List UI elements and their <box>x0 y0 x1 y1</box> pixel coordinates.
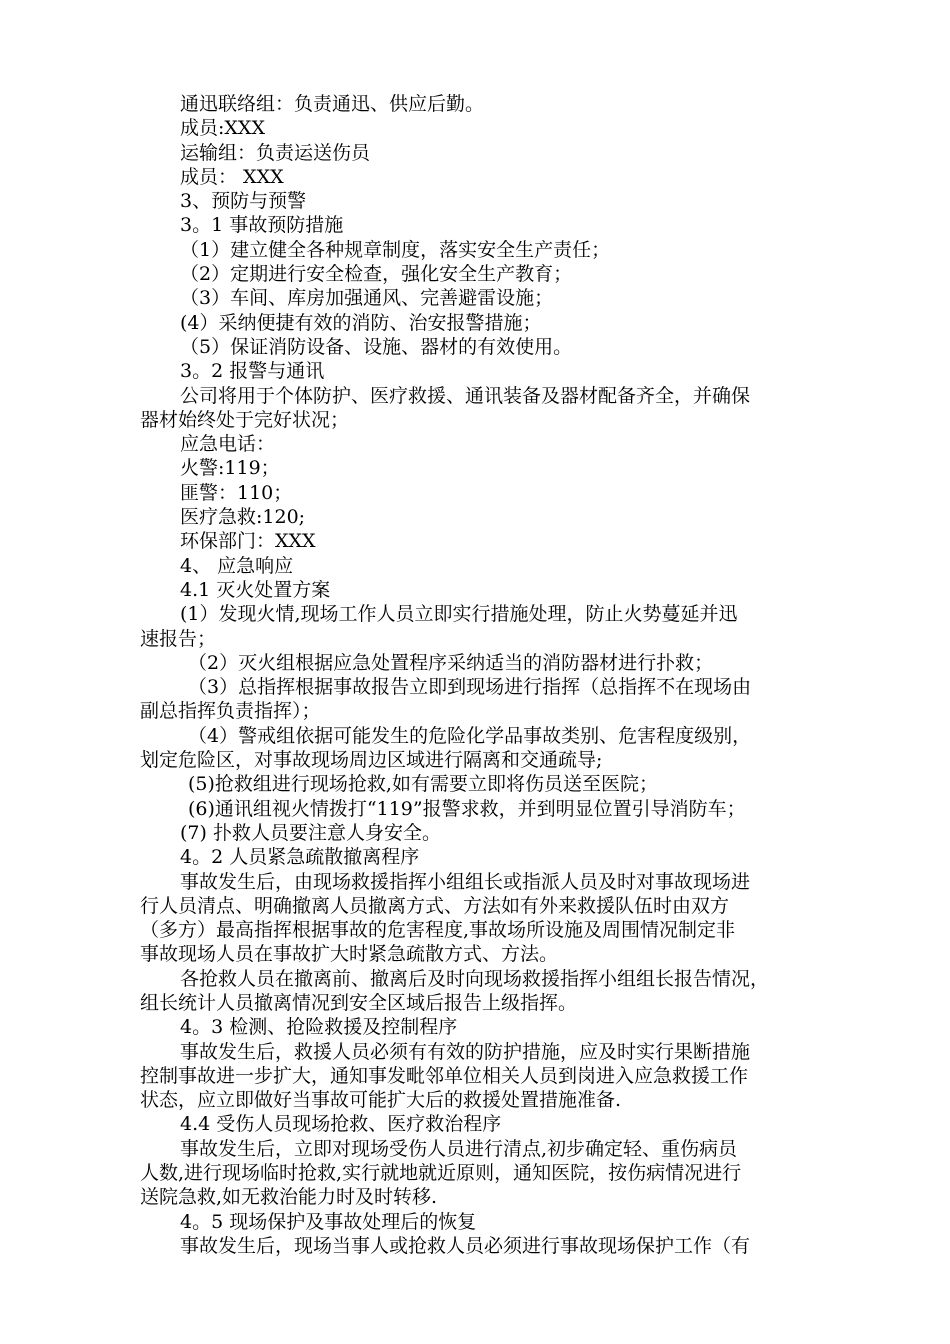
text-line: 状态，应立即做好当事故可能扩大后的救援处置措施准备. <box>140 1089 622 1112</box>
text-line: 事故发生后，现场当事人或抢救人员必须进行事故现场保护工作（有 <box>180 1234 751 1257</box>
text-line: （5）保证消防设备、设施、器材的有效使用。 <box>180 335 573 358</box>
text-line: 副总指挥负责指挥）； <box>140 700 321 723</box>
text-line: 事故发生后，立即对现场受伤人员进行清点,初步确定轻、重伤病员 <box>180 1137 738 1160</box>
text-line: （3）总指挥根据事故报告立即到现场进行指挥（总指挥不在现场由 <box>188 676 752 699</box>
text-line: 3。2 报警与通讯 <box>180 360 325 383</box>
text-line: 成员： XXX <box>180 165 284 188</box>
text-line: 运输组：负责运送伤员 <box>180 141 371 164</box>
text-line: （2）定期进行安全检查，强化安全生产教育； <box>180 263 573 286</box>
text-line: 组长统计人员撤离情况到安全区域后报告上级指挥。 <box>140 991 578 1014</box>
text-line: 控制事故进一步扩大，通知事发毗邻单位相关人员到岗进入应急救援工作 <box>140 1064 749 1087</box>
text-line: 环保部门：XXX <box>180 530 316 553</box>
text-line: 3。1 事故预防措施 <box>180 214 344 237</box>
text-line: （多方）最高指挥根据事故的危害程度,事故场所设施及周围情况制定非 <box>140 919 736 942</box>
text-line: 速报告； <box>140 627 217 650</box>
text-line: 公司将用于个体防护、医疗救援、通讯装备及器材配备齐全，并确保 <box>180 384 751 407</box>
text-line: （2）灭火组根据应急处置程序采纳适当的消防器材进行扑救； <box>188 651 714 674</box>
text-line: （3）车间、库房加强通风、完善避雷设施； <box>180 287 554 310</box>
text-line: (4）采纳便捷有效的消防、治安报警措施； <box>180 311 542 334</box>
text-line: 4、 应急响应 <box>180 554 294 577</box>
text-line: 匪警：110； <box>180 481 293 504</box>
text-line: 器材始终处于完好状况； <box>140 408 350 431</box>
text-line: 事故发生后，救援人员必须有有效的防护措施，应及时实行果断措施 <box>180 1040 751 1063</box>
text-line: 4.4 受伤人员现场抢救、医疗救治程序 <box>180 1113 502 1136</box>
text-line: 划定危险区，对事故现场周边区域进行隔离和交通疏导; <box>140 749 603 772</box>
text-line: 事故发生后，由现场救援指挥小组组长或指派人员及时对事故现场进 <box>180 870 751 893</box>
text-line: 医疗急救:120; <box>180 506 306 529</box>
text-line: 事故现场人员在事故扩大时紧急疏散方式、方法。 <box>140 943 559 966</box>
text-line: （1）建立健全各种规章制度，落实安全生产责任； <box>180 238 611 261</box>
text-line: 应急电话： <box>180 433 276 456</box>
text-line: 火警:119； <box>180 457 280 480</box>
text-line: 行人员清点、明确撤离人员撤离方式、方法如有外来救援队伍时由双方 <box>140 894 730 917</box>
text-line: 各抢救人员在撤离前、撤离后及时向现场救援指挥小组组长报告情况， <box>180 967 770 990</box>
text-line: (7) 扑救人员要注意人身安全。 <box>180 821 441 844</box>
text-line: 4。2 人员紧急疏散撤离程序 <box>180 846 420 869</box>
document-page <box>140 92 870 1258</box>
text-line: 通迅联络组：负责通迅、供应后勤。 <box>180 93 485 115</box>
text-line: 成员:XXX <box>180 117 265 140</box>
text-line: 4。5 现场保护及事故处理后的恢复 <box>180 1210 477 1233</box>
text-line: 4.1 灭火处置方案 <box>180 578 331 601</box>
text-line: （4）警戒组依据可能发生的危险化学品事故类别、危害程度级别， <box>188 724 752 747</box>
text-line: 4。3 检测、抢险救援及控制程序 <box>180 1016 458 1039</box>
text-line: (1）发现火情,现场工作人员立即实行措施处理，防止火势蔓延并迅 <box>180 603 738 626</box>
text-line: 送院急救,如无救治能力时及时转移. <box>140 1186 438 1209</box>
text-line: 3、预防与预警 <box>180 190 307 213</box>
text-line: 人数,进行现场临时抢救,实行就地就近原则，通知医院，按伤病情况进行 <box>140 1162 742 1185</box>
text-line: (5)抢救组进行现场抢救,如有需要立即将伤员送至医院； <box>188 773 658 796</box>
text-line: (6)通讯组视火情拨打“119”报警求救，并到明显位置引导消防车； <box>188 797 746 820</box>
